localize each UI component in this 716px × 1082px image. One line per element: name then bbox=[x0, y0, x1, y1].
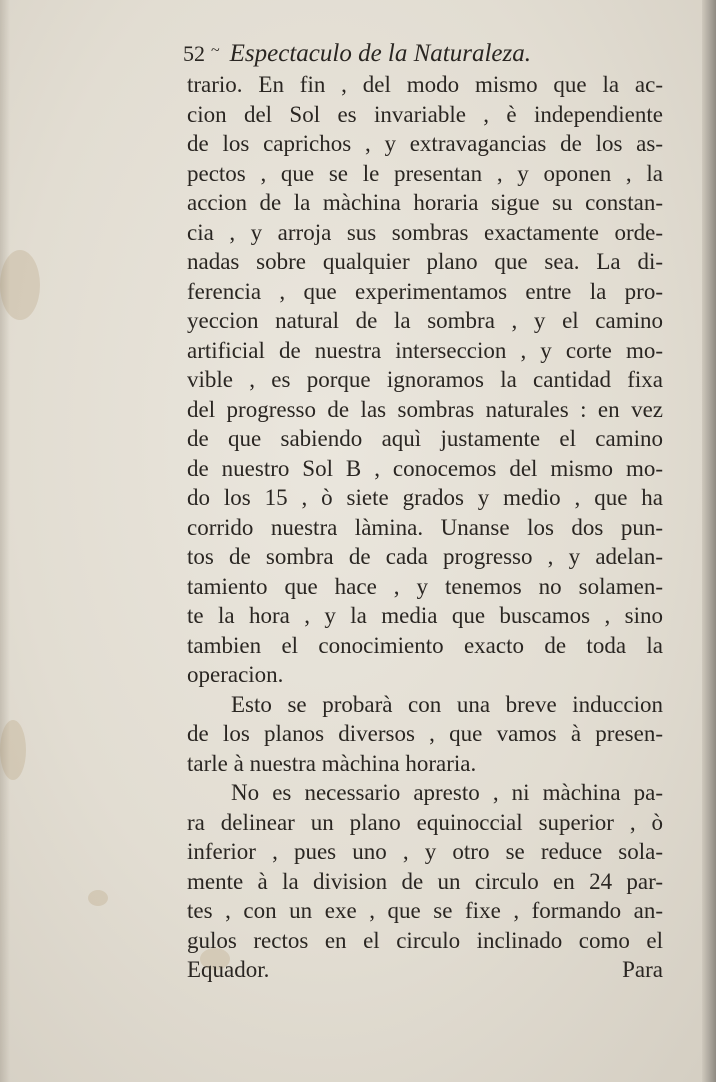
text-line: tambien el conocimiento exacto de toda la bbox=[187, 632, 663, 658]
page-number: 52 bbox=[183, 41, 205, 66]
text-line: corrido nuestra làmina. Unanse los dos pun- bbox=[187, 514, 663, 540]
text-line: de los planos diversos , que vamos à presen- bbox=[187, 721, 663, 746]
text-line: mente à la division de un circulo en 24 par- bbox=[187, 868, 663, 894]
last-line-with-catchword bbox=[187, 955, 663, 985]
text-line: pectos , que se le presentan , y oponen , la bbox=[187, 160, 663, 186]
body-text bbox=[187, 70, 663, 985]
text-line: te la hora , y la media que buscamos , sino bbox=[187, 603, 663, 628]
text-line: artificial de nuestra interseccion , y corte mo- bbox=[187, 337, 663, 363]
foxing-stain bbox=[0, 720, 26, 780]
paragraph-start-line: Esto se probarà con una breve induccion bbox=[231, 691, 663, 717]
text-line: ra delinear un plano equinoccial superior , ò bbox=[187, 809, 663, 835]
foxing-stain bbox=[88, 890, 108, 906]
text-line: de nuestro Sol B , conocemos del mismo mo- bbox=[187, 455, 663, 481]
page-edge-shadow bbox=[702, 0, 716, 1082]
text-line: de los caprichos , y extravagancias de los as- bbox=[187, 131, 663, 156]
text-line: tamiento que hace , y tenemos no solamen- bbox=[187, 573, 663, 599]
paragraph-end-line: operacion. bbox=[187, 662, 284, 687]
catchword: Para bbox=[622, 957, 663, 982]
text-line: de que sabiendo aquì justamente el camino bbox=[187, 426, 663, 451]
paragraph-start-line: No es necessario apresto , ni màchina pa- bbox=[231, 780, 663, 805]
text-line: tes , con un exe , que se fixe , formando an- bbox=[187, 898, 663, 923]
text-line: gulos rectos en el circulo inclinado como el bbox=[187, 927, 663, 953]
page-gutter-shadow bbox=[0, 0, 10, 1082]
text-line: yeccion natural de la sombra , y el camino bbox=[187, 308, 663, 333]
paragraph-end-line: tarle à nuestra màchina horaria. bbox=[187, 750, 477, 776]
header-ornament: ~ bbox=[211, 42, 220, 59]
text-line: ferencia , que experimentamos entre la pro- bbox=[187, 278, 663, 304]
text-line: inferior , pues uno , y otro se reduce sola- bbox=[187, 839, 663, 864]
text-line: accion de la màchina horaria sigue su constan- bbox=[187, 190, 663, 215]
text-line: trario. En fin , del modo mismo que la ac- bbox=[187, 72, 663, 97]
text-line: del progresso de las sombras naturales : en vez bbox=[187, 396, 663, 422]
text-line: cion del Sol es invariable , è independiente bbox=[187, 101, 663, 127]
text-line: tos de sombra de cada progresso , y adelan- bbox=[187, 544, 663, 569]
running-header bbox=[183, 40, 623, 72]
text-line: do los 15 , ò siete grados y medio , que ha bbox=[187, 485, 663, 510]
text-line: vible , es porque ignoramos la cantidad fixa bbox=[187, 367, 663, 392]
text-line: nadas sobre qualquier plano que sea. La di- bbox=[187, 249, 663, 274]
running-title: Espectaculo de la Naturaleza. bbox=[229, 40, 531, 67]
text-line: cia , y arroja sus sombras exactamente orde- bbox=[187, 219, 663, 245]
foxing-stain bbox=[0, 250, 40, 320]
text-line: Equador. bbox=[187, 957, 270, 982]
